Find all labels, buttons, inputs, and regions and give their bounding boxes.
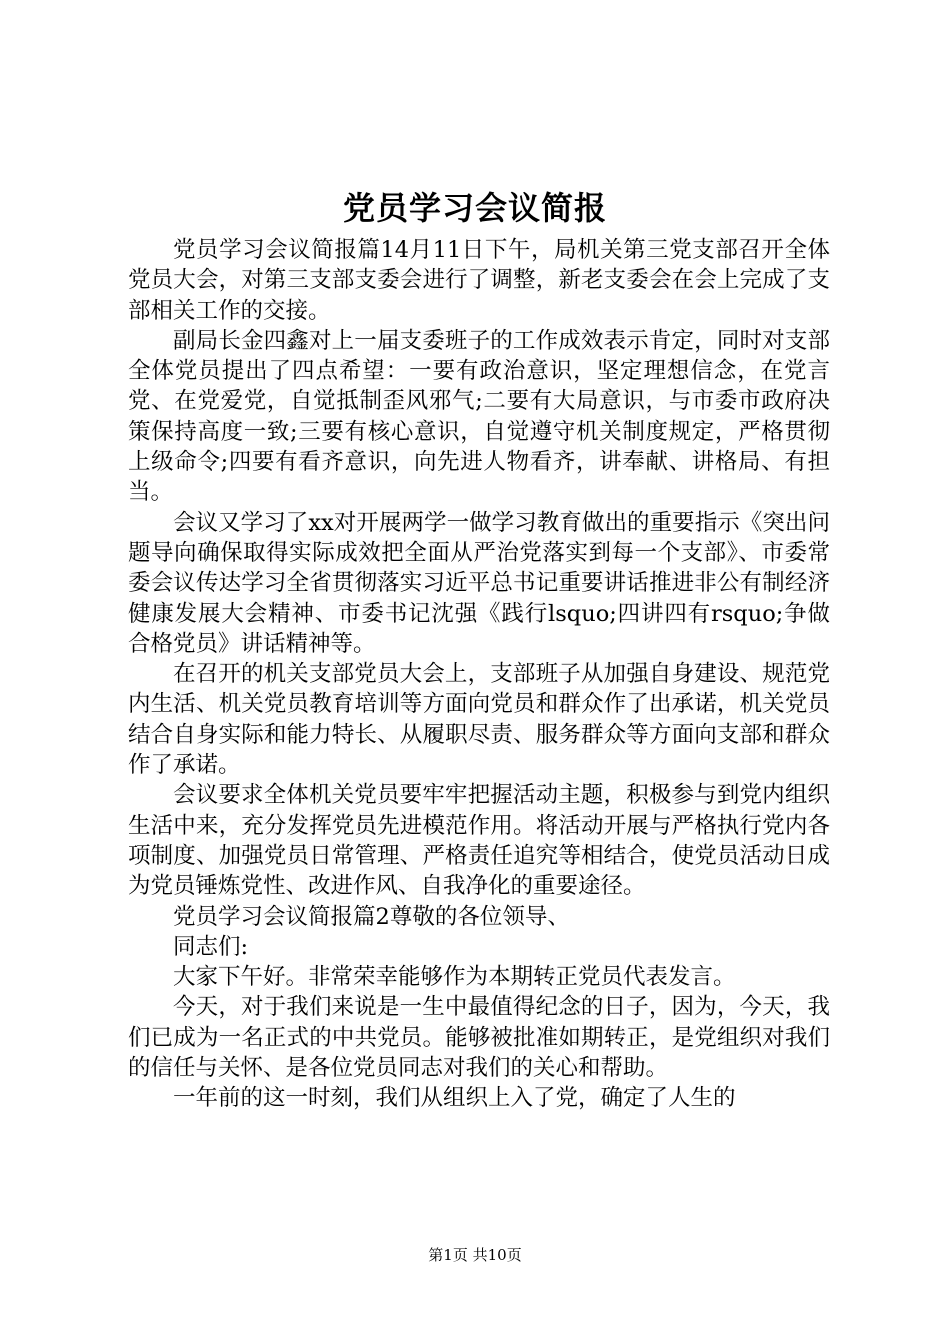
paragraph: 大家下午好。非常荣幸能够作为本期转正党员代表发言。 (173, 964, 736, 991)
paragraph: 同志们: (173, 933, 249, 960)
page-number-footer: 第1页 共10页 (428, 1246, 522, 1264)
paragraph: 会议又学习了xx对开展两学一做学习教育做出的重要指示《突出问题导向确保取得实际成效把全面从严治党落实到每一个支部》、市委常委会议传达学习全省贯彻落实习近平总书记重要讲话推进非公有制经济健康发展大会精神、市委书记沈强《践行lsquo;四讲四有rsquo;争做合格党员》讲话精神等。 (128, 509, 830, 657)
paragraph: 党员学习会议简报篇2尊敬的各位领导、 (173, 903, 570, 930)
paragraph: 在召开的机关支部党员大会上，支部班子从加强自身建设、规范党内生活、机关党员教育培训等方面向党员和群众作了出承诺，机关党员结合自身实际和能力特长、从履职尽责、服务群众等方面向支部和群众作了承诺。 (128, 661, 830, 779)
paragraph: 今天，对于我们来说是一生中最值得纪念的日子，因为，今天，我们已成为一名正式的中共党员。能够被批准如期转正，是党组织对我们的信任与关怀、是各位党员同志对我们的关心和帮助。 (128, 994, 830, 1082)
paragraph: 副局长金四鑫对上一届支委班子的工作成效表示肯定，同时对支部全体党员提出了四点希望：一要有政治意识，坚定理想信念，在党言党、在党爱党，自觉抵制歪风邪气;二要有大局意识，与市委市政府决策保持高度一致;三要有核心意识，自觉遵守机关制度规定，严格贯彻上级命令;四要有看齐意识，向先进人物看齐，讲奉献、讲格局、有担当。 (128, 327, 830, 506)
document-body (128, 235, 830, 1114)
paragraph: 会议要求全体机关党员要牢牢把握活动主题，积极参与到党内组织生活中来，充分发挥党员先进模范作用。将活动开展与严格执行党内各项制度、加强党员日常管理、严格责任追究等相结合，使党员活动日成为党员锤炼党性、改进作风、自我净化的重要途径。 (128, 782, 830, 900)
document-title: 党员学习会议简报 (342, 189, 607, 227)
paragraph: 一年前的这一时刻，我们从组织上入了党，确定了人生的 (173, 1085, 736, 1112)
paragraph: 党员学习会议简报篇14月11日下午，局机关第三党支部召开全体党员大会，对第三支部支委会进行了调整，新老支委会在会上完成了支部相关工作的交接。 (128, 237, 830, 324)
